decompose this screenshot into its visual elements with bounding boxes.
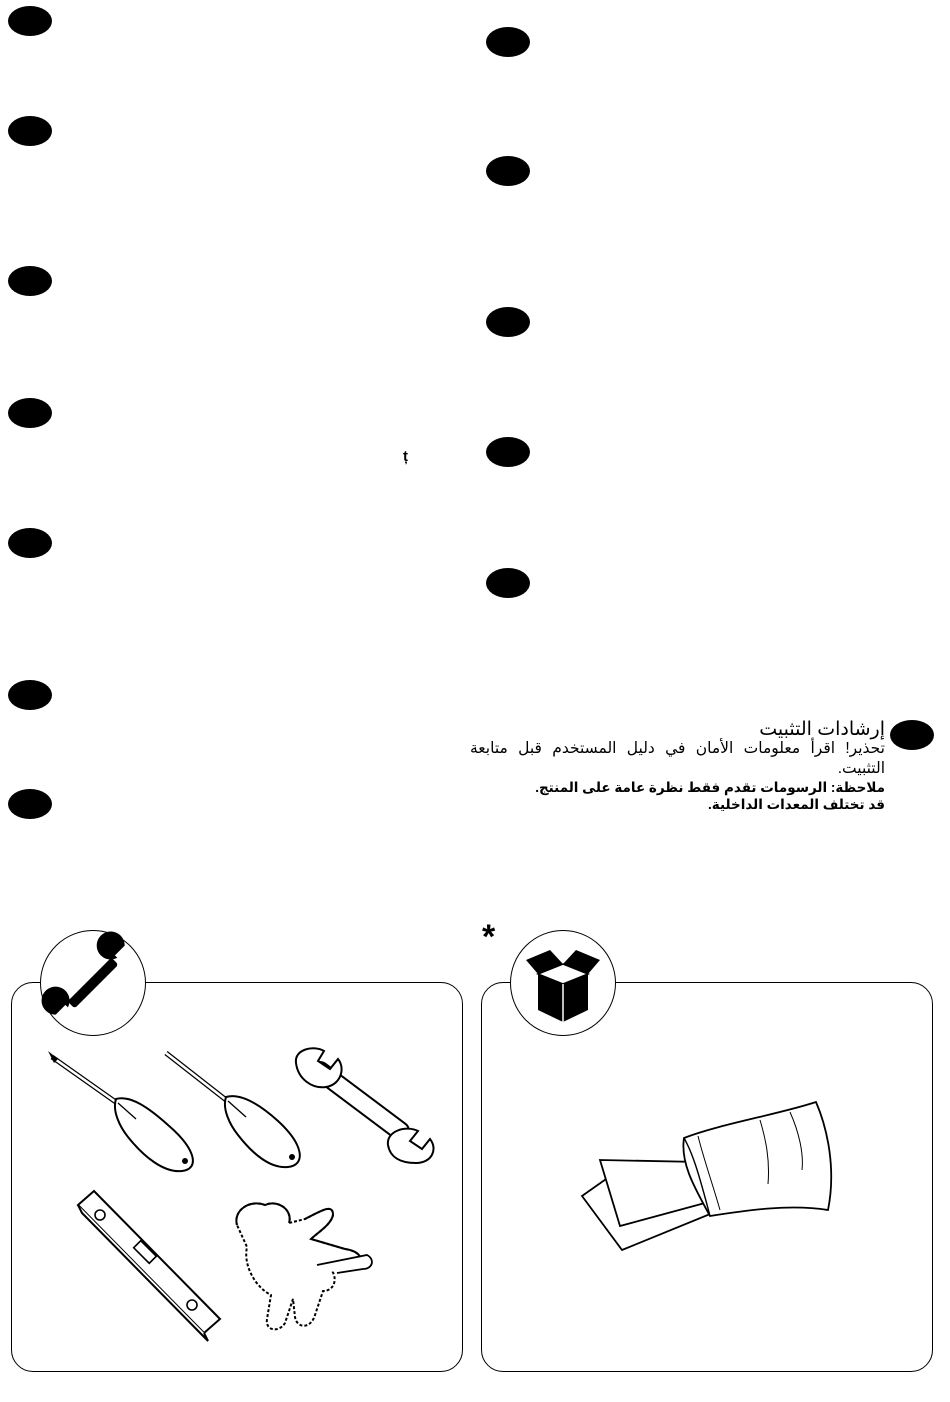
instructions-title: إرشادات التثبيت — [759, 719, 885, 740]
documentation-in-bag-illustration — [580, 1100, 850, 1250]
open-box-icon — [510, 930, 616, 1036]
language-badge — [486, 568, 530, 598]
language-badge — [8, 266, 52, 296]
language-badge — [8, 680, 52, 710]
language-badge — [486, 437, 530, 467]
safety-warning: تحذير! اقرأ معلومات الأمان في دليل المستخدم قبل متابعة التثبيت. — [470, 740, 885, 777]
language-badge — [8, 6, 52, 36]
language-badge — [8, 789, 52, 819]
language-badge — [8, 116, 52, 146]
asterisk-mark: * — [482, 918, 496, 956]
language-badge — [486, 27, 530, 57]
illustration-note: ملاحظة: الرسومات تقدم فقط نظرة عامة على المنتج. — [535, 780, 885, 795]
wrench-icon — [40, 930, 146, 1036]
language-badge — [486, 307, 530, 337]
stray-character: ț — [403, 448, 408, 465]
language-badge — [8, 398, 52, 428]
work-gloves-illustration — [225, 1195, 385, 1335]
spirit-level-illustration — [70, 1185, 230, 1345]
language-badge — [486, 156, 530, 186]
open-end-wrench-illustration — [290, 1045, 440, 1165]
hardware-note: قد تختلف المعدات الداخلية. — [708, 797, 885, 812]
installation-instructions — [470, 720, 885, 813]
arabic-language-badge — [890, 720, 934, 750]
language-badge — [8, 528, 52, 558]
